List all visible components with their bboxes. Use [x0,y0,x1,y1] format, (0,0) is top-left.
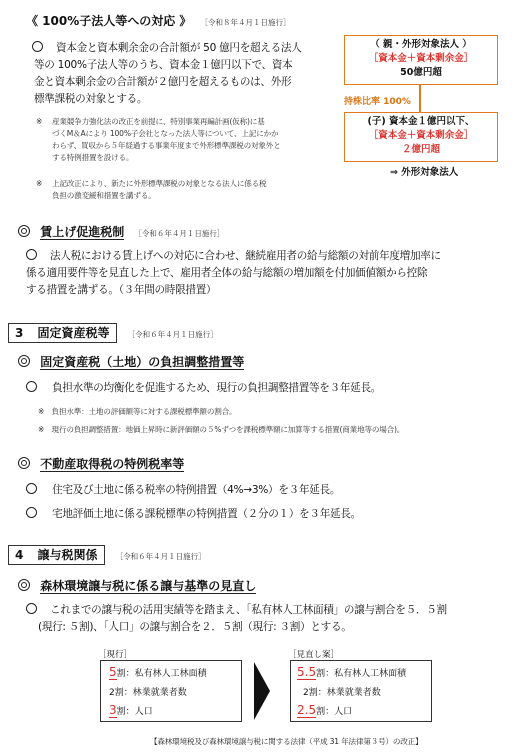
proposal-row-3 [297,703,352,717]
subsidiary-line-4: 標準課税の対象とする。 [34,93,148,105]
double-circle-icon [18,579,30,591]
current-row-1 [109,665,207,679]
land-note-1: ※ 負担水準：土地の評価額等に対する課税標準額の割合。 [38,407,237,416]
subsidiary-line-1: 資本金と資本剰余金の合計額が 50 億円を超える法人 [56,42,302,54]
land-item-text: 負担水準の均衡化を促進するため、現行の負担調整措置等を３年延長。 [52,382,382,394]
section4-title: 譲与税関係 [37,548,98,562]
current-desc-2: ：林業就業者数 [123,688,187,698]
child-label: (子) 資本金１億円以下、 [367,116,475,127]
proposal-unit-1: 割 [316,669,326,679]
section4-number: 4 [15,548,24,562]
arrow-right-icon [252,660,272,722]
proposal-label: ［見直し案］ [288,650,340,660]
circle-bullet-icon [26,602,43,619]
law-note: 【森林環境税及び森林環境譲与税に関する法律（平成 31 年法律第３号）の改正】 [150,737,423,746]
child-entity-box [344,112,498,162]
proposal-desc-3: ：人口 [325,707,353,717]
circle-bullet-icon [32,40,49,57]
circle-bullet-icon [26,507,37,518]
current-desc-1: ：私有林人工林面積 [125,669,207,679]
land-heading-row [18,354,244,370]
subsidiary-body [34,40,334,108]
holding-ratio-label: 持株比率 100% [342,94,413,107]
acq-heading-row [18,456,184,472]
note1-line-3: わらず、買収から５年経過する事業年度まで外形標準課税の対象外と [52,141,281,150]
wage-heading: 賃上げ促進税制 [40,225,125,239]
section4-title-box [8,545,105,565]
section3-title-box [8,323,117,343]
proposal-value-2: 2 [303,688,309,698]
section3-header [8,322,218,343]
note-mark: ※ [36,117,43,126]
parent-entity-box [344,35,498,85]
section3-number: 3 [15,326,24,340]
land-heading: 固定資産税（土地）の負担調整措置等 [40,355,245,369]
forest-heading-row [18,578,256,594]
wage-line-2: 係る適用要件等を見直した上で、雇用者全体の給与総額の増加額を付加価値額から控除 [26,267,428,279]
current-row-3 [109,703,153,717]
note2-line-2: 負担の激変緩和措置を講ずる。 [52,191,156,200]
subsidiary-line-3: 金と資本剰余金の合計額が２億円を超えるものは、外形 [34,76,292,88]
proposal-desc-1: ：私有林人工林面積 [325,669,407,679]
proposal-unit-3: 割 [316,707,326,717]
child-condition: ［資本金＋資本剰余金］ [368,130,474,141]
current-value-2: 2 [109,688,115,698]
diagram-result: ⇒ 外形対象法人 [390,167,459,178]
proposal-unit-2: 割 [308,688,318,698]
note1-line-4: する特例措置を設ける。 [52,153,134,162]
wage-heading-row [18,224,224,242]
parent-condition: ［資本金＋資本剰余金］ [368,53,474,64]
wage-line-1: 法人税における賃上げへの対応に合わせ、継続雇用者の給与総額の対前年度増加率に [50,250,441,262]
parent-label: （ 親・外形対象法人 ） [370,39,472,50]
note2-line-1: 上記改正により、新たに外形標準課税の対象となる法人に係る税 [52,179,267,188]
subsidiary-note-1 [36,116,334,164]
circle-bullet-icon [26,483,37,494]
proposal-value-1: 5.5 [297,665,317,679]
section4-header [8,544,206,565]
current-desc-3: ：人口 [125,707,153,717]
wage-line-3: する措置を講ずる。（３年間の時限措置） [26,284,217,296]
proposal-desc-2: ：林業就業者数 [317,688,381,698]
forest-body [26,602,508,636]
wage-body [26,248,508,299]
forest-heading: 森林環境譲与税に係る譲与基準の見直し [40,579,257,593]
note1-line-1: 産業競争力強化法の改正を前提に、特別事業再編計画(仮称)に基 [52,117,265,126]
acq-item-2 [26,506,361,523]
proposal-table [290,660,432,722]
current-label: ［現行］ [98,650,133,660]
current-table [100,660,242,722]
wage-date: ［令和６年４月１日施行］ [134,229,225,238]
section4-date: ［令和６年４月１日施行］ [115,552,206,561]
proposal-row-1 [297,665,406,679]
acq-heading: 不動産取得税の特例税率等 [40,457,185,471]
current-unit-2: 割 [114,688,124,698]
subsidiary-header [26,10,291,29]
note-mark: ※ [36,179,43,188]
circle-bullet-icon [26,248,43,265]
land-item [26,380,381,397]
double-circle-icon [18,225,30,237]
land-note-2: ※ 現行の負担調整措置：地価上昇時に新評価額の５%ずつを課税標準額に加算等する措置(商業地等の場合)。 [38,425,405,434]
current-unit-1: 割 [116,669,126,679]
subsidiary-date: ［令和８年４月１日施行］ [200,18,291,27]
section3-title: 固定資産税等 [37,326,110,340]
circle-bullet-icon [26,381,37,392]
subsidiary-line-2: 等の 100%子法人等のうち、資本金１億円以下で、資本 [34,59,293,71]
proposal-value-3: 2.5 [297,703,317,717]
current-value-1: 5 [109,665,117,679]
subsidiary-title: 《 100%子法人等への対応 》 [26,14,192,28]
acq-item-1 [26,482,340,499]
section3-date: ［令和６年４月１日施行］ [127,330,218,339]
double-circle-icon [18,355,30,367]
acq-item-1-text: 住宅及び土地に係る税率の特例措置（4%→3%）を３年延長。 [52,484,341,496]
parent-amount: 50億円超 [400,67,442,78]
acq-item-2-text: 宅地評価土地に係る課税標準の特例措置（２分の１）を３年延長。 [52,508,361,520]
holding-connector [419,84,421,112]
current-unit-3: 割 [116,707,126,717]
child-amount: ２億円超 [401,144,440,155]
current-row-2 [109,685,187,698]
current-value-3: 3 [109,703,117,717]
note1-line-2: づくM＆Aにより 100%子会社となった法人等について、上記にかか [52,129,279,138]
forest-line-1: これまでの譲与税の活用実績等を踏まえ、「私有林人工林面積」の譲与割合を５．５割 [50,604,447,616]
forest-line-2: (現行: ５割)、「人口」の譲与割合を２．５割（現行: ３割）とする。 [38,621,352,633]
double-circle-icon [18,457,30,469]
subsidiary-note-2 [36,178,334,202]
proposal-row-2 [303,685,381,698]
